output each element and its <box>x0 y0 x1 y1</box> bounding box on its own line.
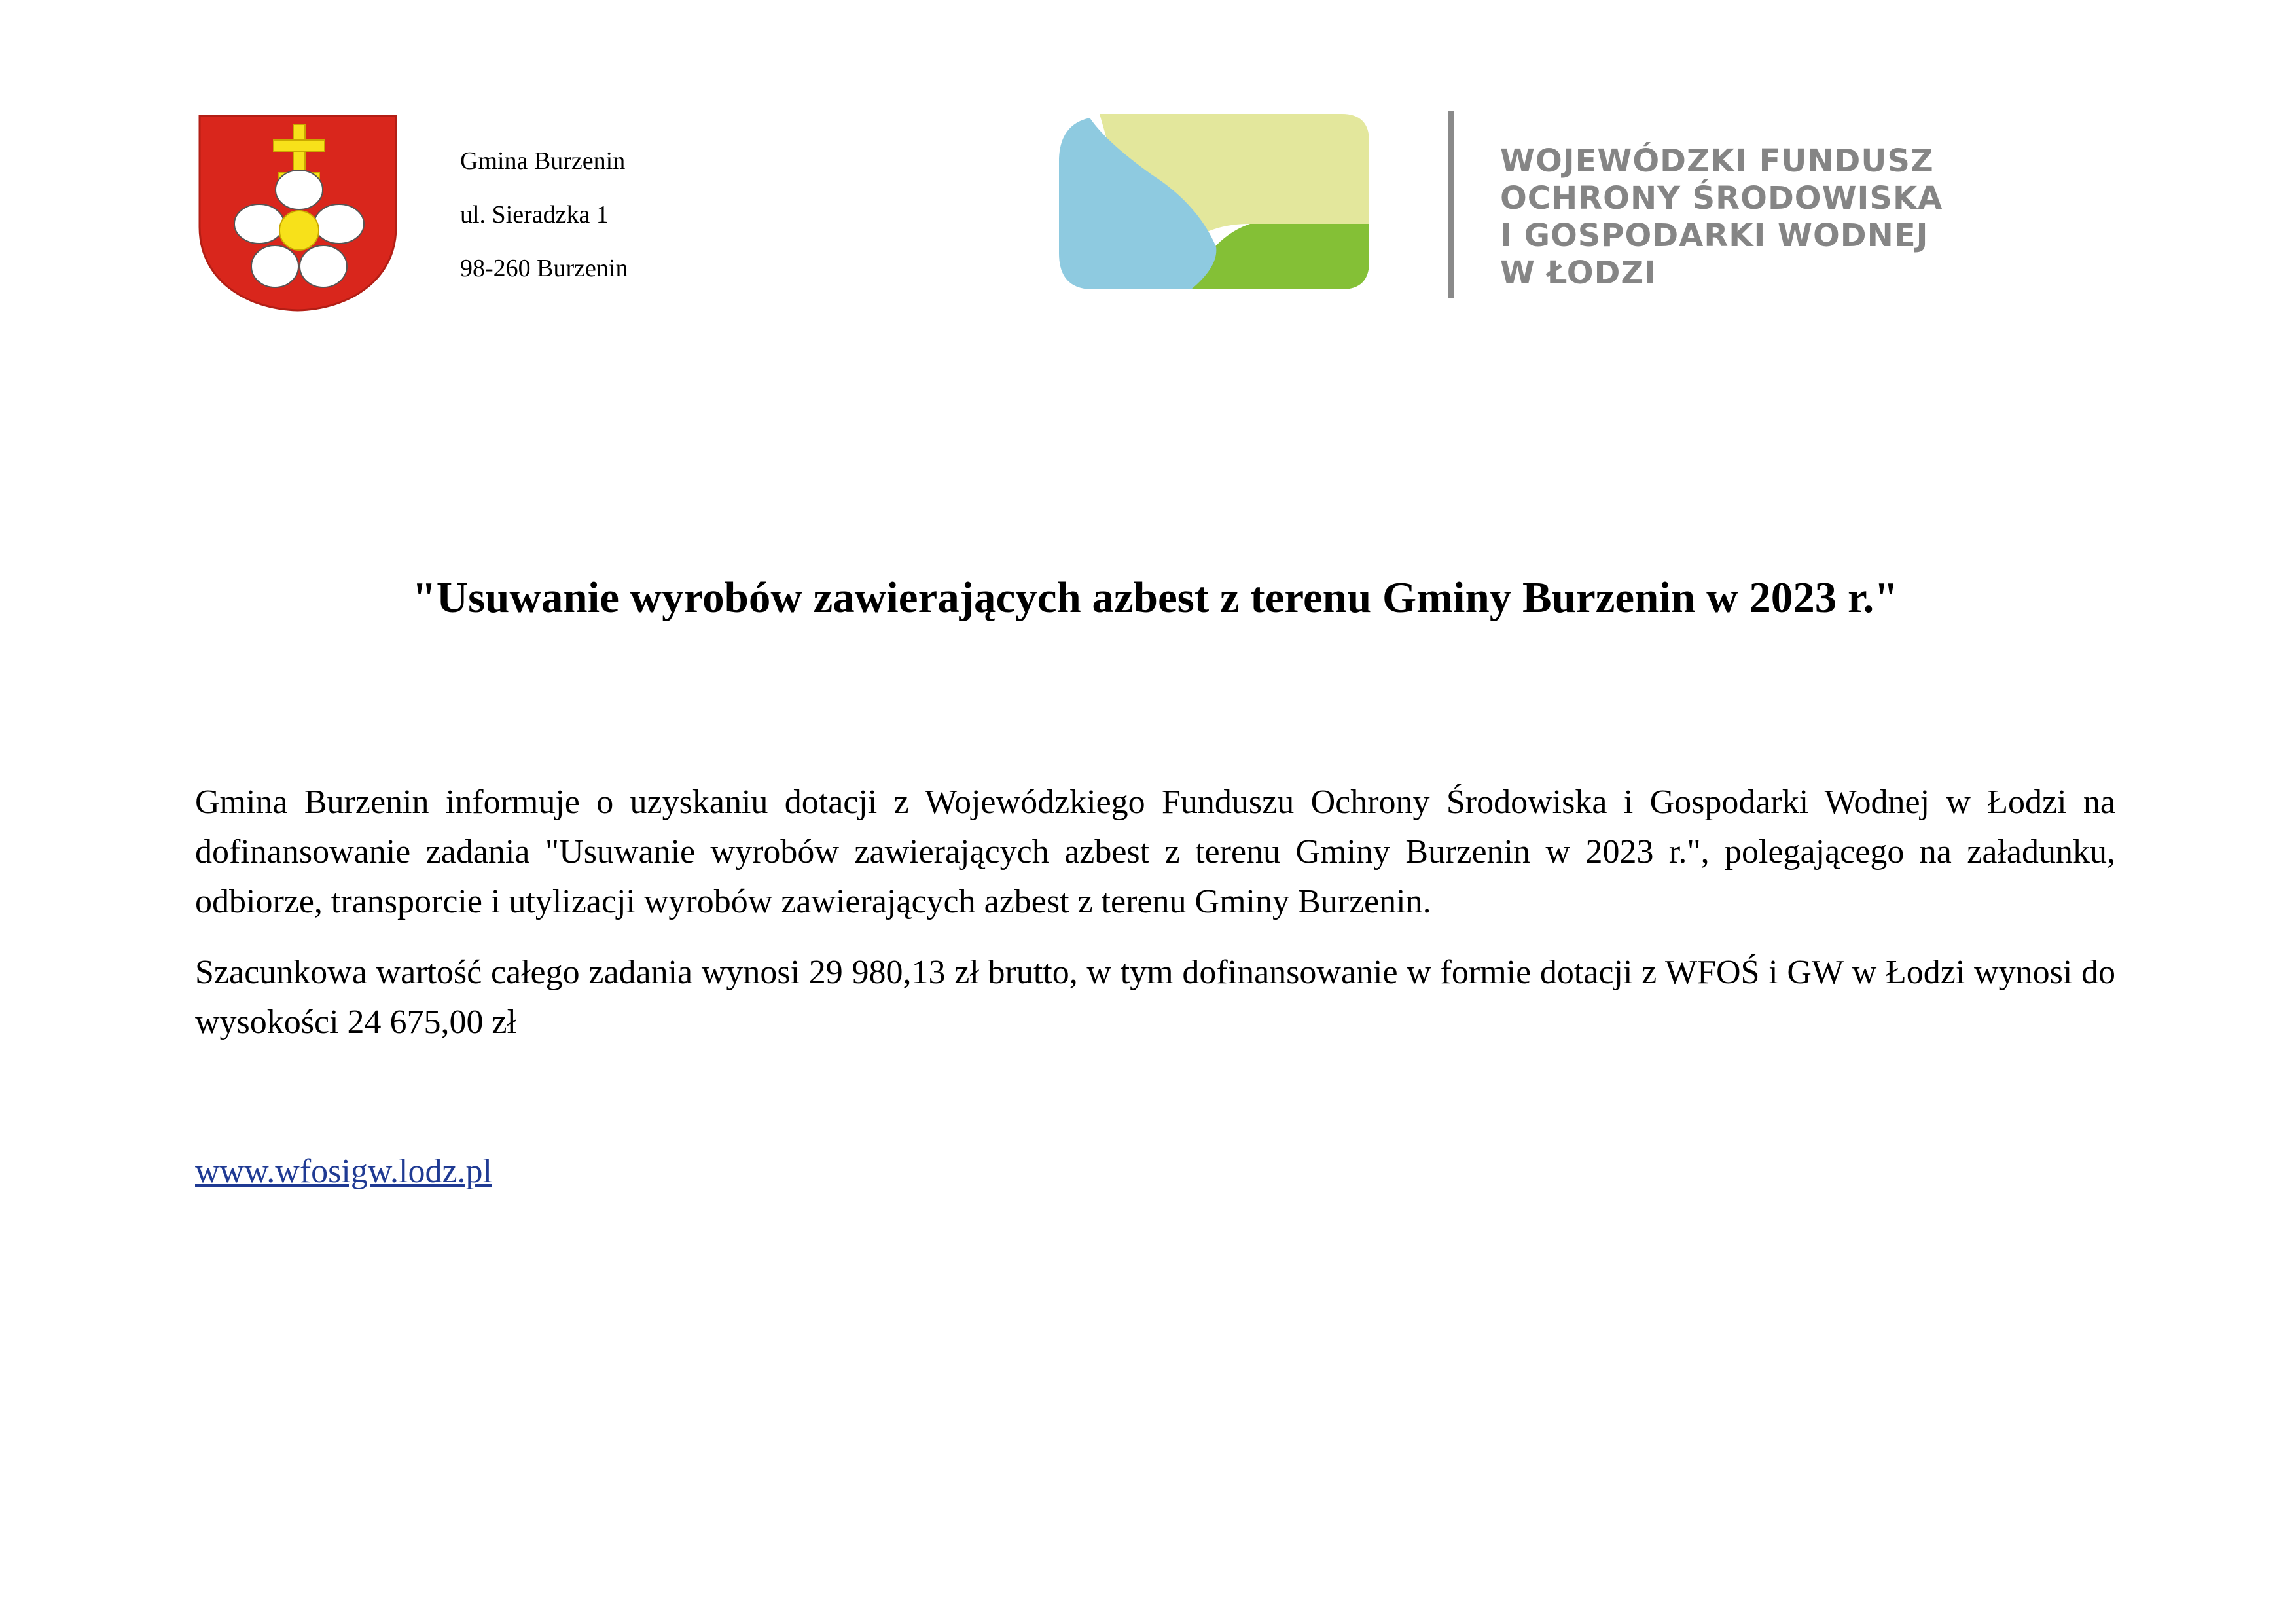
fund-name-line: WOJEWÓDZKI FUNDUSZ <box>1500 143 1934 179</box>
document-body <box>195 778 2115 1068</box>
fund-logo-icon <box>1054 113 1374 296</box>
address-line-city: 98-260 Burzenin <box>460 255 628 282</box>
address-line-name: Gmina Burzenin <box>460 147 626 175</box>
document-title: "Usuwanie wyrobów zawierających azbest z terenu Gminy Burzenin w 2023 r." <box>412 573 1899 622</box>
logo-divider <box>1448 111 1454 298</box>
body-paragraph: Gmina Burzenin informuje o uzyskaniu dotacji z Wojewódzkiego Funduszu Ochrony Środowiska i Gospodarki Wodnej w Łodzi na dofinansowanie zadania "Usuwanie wyrobów zawierających azbest z terenu Gminy Burzenin w 2023 r.", polegającego na załadunku, odbiorze, transporcie i utylizacji wyrobów zawierających azbest z terenu Gminy Burzenin. <box>195 784 2115 920</box>
fund-name-line: I GOSPODARKI WODNEJ <box>1500 217 1929 254</box>
fund-name-line: W ŁODZI <box>1500 255 1657 291</box>
fund-name-logo <box>1500 143 1943 292</box>
address-block <box>460 134 628 295</box>
coat-of-arms-icon <box>196 113 399 312</box>
fund-website-link[interactable]: www.wfosigw.lodz.pl <box>195 1153 492 1190</box>
address-line-street: ul. Sieradzka 1 <box>460 201 609 228</box>
body-paragraph: Szacunkowa wartość całego zadania wynosi 29 980,13 zł brutto, w tym dofinansowanie w formie dotacji z WFOŚ i GW w Łodzi wynosi do wysokości 24 675,00 zł <box>195 954 2115 1041</box>
fund-name-line: OCHRONY ŚRODOWISKA <box>1500 180 1943 217</box>
